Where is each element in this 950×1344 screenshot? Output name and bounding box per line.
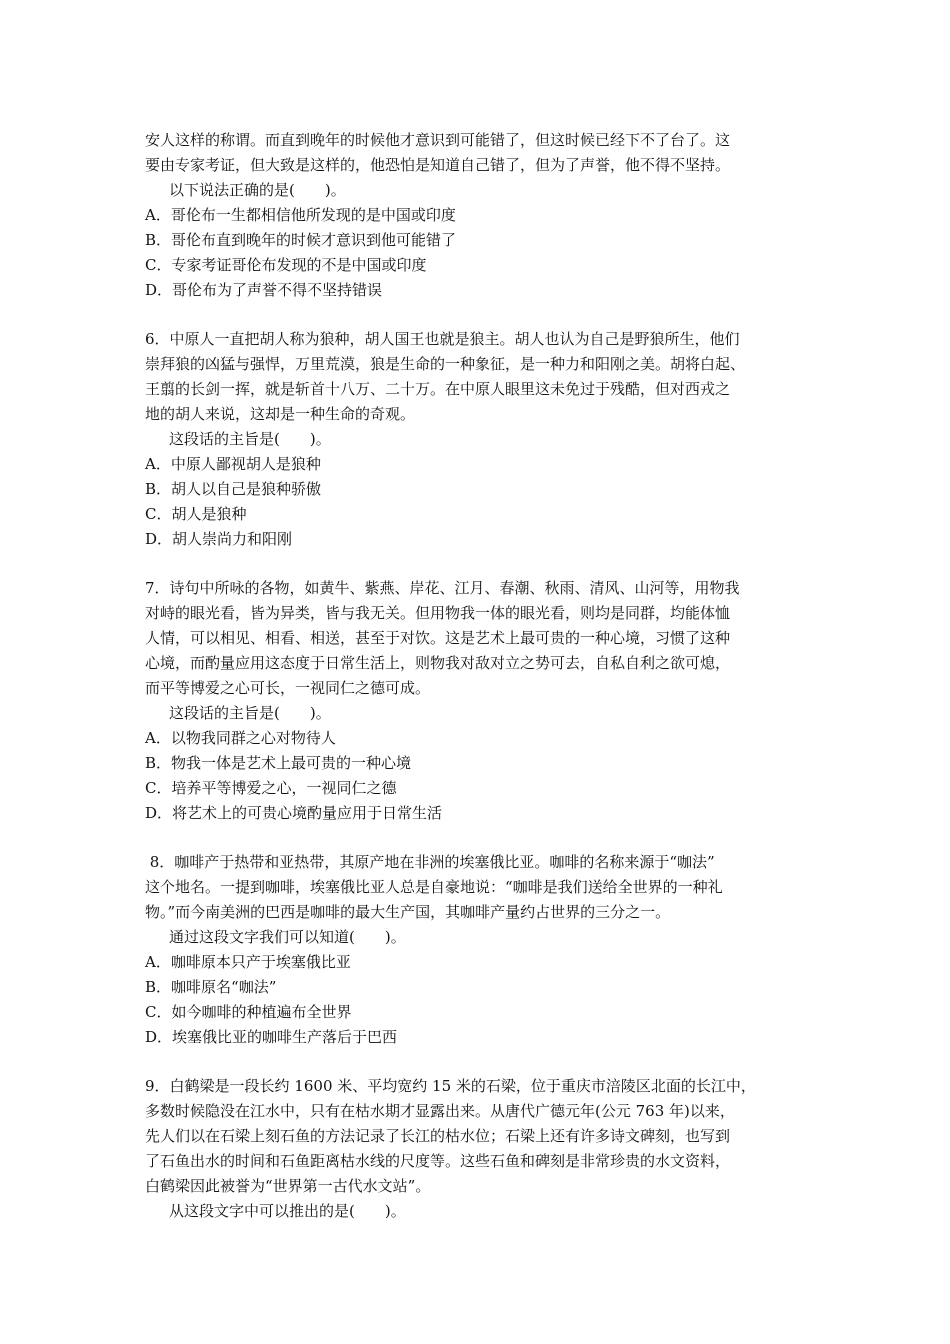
option-a: A．哥伦布一生都相信他所发现的是中国或印度 (145, 206, 456, 224)
passage-line: 6．中原人一直把胡人称为狼种，胡人国王也就是狼主。胡人也认为自己是野狼所生，他们 (145, 330, 740, 348)
passage-line: 对峙的眼光看，皆为异类，皆与我无关。但用物我一体的眼光看，则均是同群，均能体恤 (145, 604, 731, 622)
passage-line: 地的胡人来说，这却是一种生命的奇观。 (145, 405, 416, 423)
option-a: A．咖啡原本只产于埃塞俄比亚 (145, 953, 351, 971)
passage-line: 安人这样的称谓。而直到晚年的时候他才意识到可能错了，但这时候已经下不了台了。这 (145, 131, 731, 149)
passage-line: 8．咖啡产于热带和亚热带，其原产地在非洲的埃塞俄比亚。咖啡的名称来源于“咖法” (145, 853, 715, 871)
passage-line: 人情，可以相见、相看、相送，甚至于对饮。这是艺术上最可贵的一种心境，习惯了这种 (145, 629, 731, 647)
passage-line: 王翦的长剑一挥，就是斩首十八万、二十万。在中原人眼里这未免过于残酷，但对西戎之 (145, 380, 731, 398)
option-d: D．哥伦布为了声誉不得不坚持错误 (145, 281, 383, 299)
option-d: D．将艺术上的可贵心境酌量应用于日常生活 (145, 804, 443, 822)
document-page (145, 128, 815, 1224)
option-c: C．专家考证哥伦布发现的不是中国或印度 (145, 256, 427, 274)
option-d: D．胡人崇尚力和阳刚 (145, 530, 293, 548)
option-b: B．物我一体是艺术上最可贵的一种心境 (145, 754, 412, 772)
option-b: B．哥伦布直到晚年的时候才意识到他可能错了 (145, 231, 457, 249)
option-c: C．胡人是狼种 (145, 505, 247, 523)
passage-line: 这个地名。一提到咖啡，埃塞俄比亚人总是自豪地说：“咖啡是我们送给全世界的一种礼 (145, 878, 723, 896)
option-b: B．咖啡原名“咖法” (145, 978, 277, 996)
option-c: C．培养平等博爱之心，一视同仁之德 (145, 779, 397, 797)
option-a: A．以物我同群之心对物待人 (145, 729, 336, 747)
passage-line: 9．白鹤梁是一段长约 1600 米、平均宽约 15 米的石梁，位于重庆市涪陵区北面的长江中， (145, 1077, 756, 1095)
passage-line: 多数时候隐没在江水中，只有在枯水期才显露出来。从唐代广德元年(公元 763 年)以来， (145, 1102, 735, 1120)
question-prompt: 这段话的主旨是( )。 (169, 430, 331, 448)
question-prompt: 通过这段文字我们可以知道( )。 (169, 928, 406, 946)
question-8 (145, 850, 815, 1050)
passage-line: 先人们以在石梁上刻石鱼的方法记录了长江的枯水位；石梁上还有许多诗文碑刻，也写到 (145, 1127, 731, 1145)
passage-line: 心境，而酌量应用这态度于日常生活上，则物我对敌对立之势可去，自私自利之欲可熄， (145, 654, 731, 672)
question-9 (145, 1074, 815, 1224)
option-a: A．中原人鄙视胡人是狼种 (145, 455, 321, 473)
passage-line: 7．诗句中所咏的各物，如黄牛、紫燕、岸花、江月、春潮、秋雨、清风、山河等，用物我 (145, 579, 740, 597)
option-c: C．如今咖啡的种植遍布全世界 (145, 1003, 352, 1021)
passage-line: 物。”而今南美洲的巴西是咖啡的最大生产国，其咖啡产量约占世界的三分之一。 (145, 903, 671, 921)
passage-line: 要由专家考证，但大致是这样的，他恐怕是知道自己错了，但为了声誉，他不得不坚持。 (145, 156, 731, 174)
option-b: B．胡人以自己是狼种骄傲 (145, 480, 322, 498)
passage-line: 崇拜狼的凶猛与强悍，万里荒漠，狼是生命的一种象征，是一种力和阳刚之美。胡将白起、 (145, 355, 746, 373)
question-prompt: 这段话的主旨是( )。 (169, 704, 331, 722)
question-7 (145, 576, 815, 826)
passage-line: 而平等博爱之心可长，一视同仁之德可成。 (145, 679, 431, 697)
passage-line: 白鹤梁因此被誉为“世界第一古代水文站”。 (145, 1177, 431, 1195)
question-prompt: 从这段文字中可以推出的是( )。 (169, 1202, 406, 1220)
question-6 (145, 327, 815, 552)
question-5-continuation (145, 128, 815, 303)
question-prompt: 以下说法正确的是( )。 (169, 181, 346, 199)
passage-line: 了石鱼出水的时间和石鱼距离枯水线的尺度等。这些石鱼和碑刻是非常珍贵的水文资料， (145, 1152, 731, 1170)
option-d: D．埃塞俄比亚的咖啡生产落后于巴西 (145, 1028, 398, 1046)
